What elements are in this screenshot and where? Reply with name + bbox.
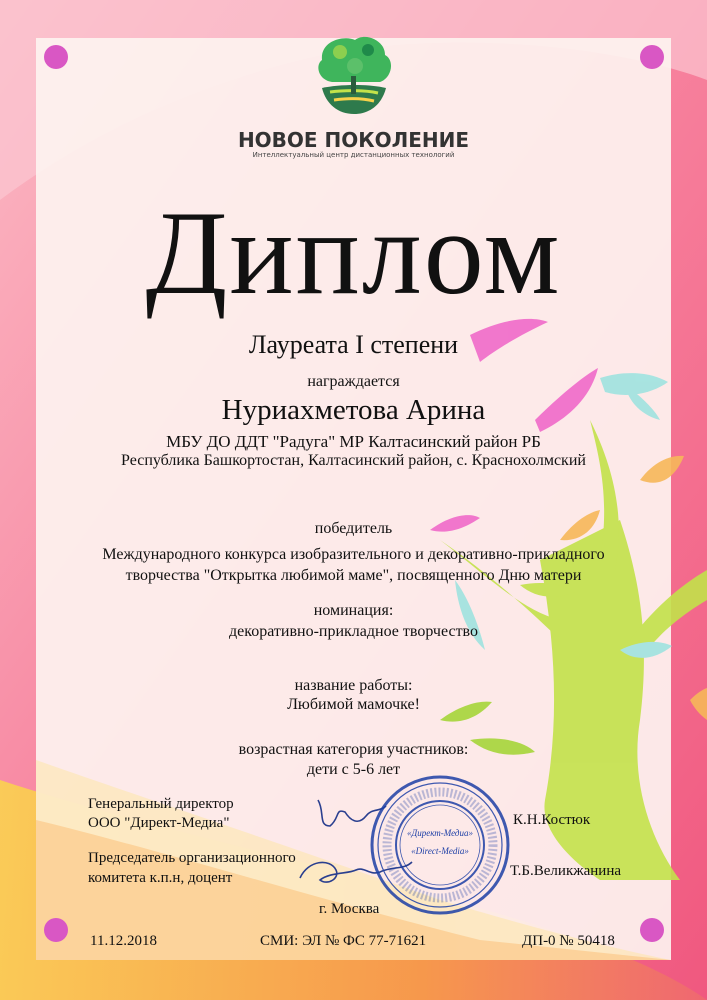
award-degree: Лауреата I степени <box>248 330 459 359</box>
corner-dot-bottom-right <box>640 918 664 942</box>
corner-dot-bottom-left <box>44 918 68 942</box>
chair-role-line-1: Председатель организационного <box>88 850 296 866</box>
recipient-region: Республика Башкортостан, Калтасинский район, с. Краснохолмский <box>121 452 586 469</box>
stamp-text-ru: «Директ-Медиа» <box>406 828 473 838</box>
diploma-number: ДП-0 № 50418 <box>522 933 615 949</box>
contest-line-2: творчества "Открытка любимой маме", посвященного Дню матери <box>125 567 582 584</box>
director-role-line-1: Генеральный директор <box>88 796 234 812</box>
age-category-label: возрастная категория участников: <box>238 741 469 758</box>
corner-dot-top-right <box>640 45 664 69</box>
recipient-organization: МБУ ДО ДДТ "Радуга" МР Калтасинский район РБ <box>166 432 541 451</box>
director-role-line-2: ООО "Директ-Медиа" <box>88 815 230 831</box>
brand-tagline: Интеллектуальный центр дистанционных технологий <box>252 151 455 159</box>
work-title-value: Любимой мамочке! <box>287 696 420 713</box>
corner-dot-top-left <box>44 45 68 69</box>
chair-role-line-2: комитета к.п.н, доцент <box>88 870 233 886</box>
document-title: Диплом <box>145 186 562 319</box>
age-category-value: дети с 5-6 лет <box>306 761 401 778</box>
brand-name: НОВОЕ ПОКОЛЕНИЕ <box>237 128 470 152</box>
stamp-text-en: «Direct-Media» <box>411 846 469 856</box>
issue-date: 11.12.2018 <box>90 933 157 949</box>
work-title-label: название работы: <box>294 677 413 694</box>
recipient-name: Нуриахметова Арина <box>221 394 486 426</box>
nomination-label: номинация: <box>313 602 394 619</box>
media-registration: СМИ: ЭЛ № ФС 77-71621 <box>260 933 427 949</box>
awarded-label: награждается <box>307 373 400 390</box>
contest-line-1: Международного конкурса изобразительного и декоративно-прикладного <box>102 546 605 563</box>
chair-name: Т.Б.Великжанина <box>510 863 621 879</box>
winner-label: победитель <box>314 520 393 537</box>
nomination-value: декоративно-прикладное творчество <box>229 623 478 640</box>
director-name: К.Н.Костюк <box>513 812 591 828</box>
issue-city: г. Москва <box>319 901 380 917</box>
